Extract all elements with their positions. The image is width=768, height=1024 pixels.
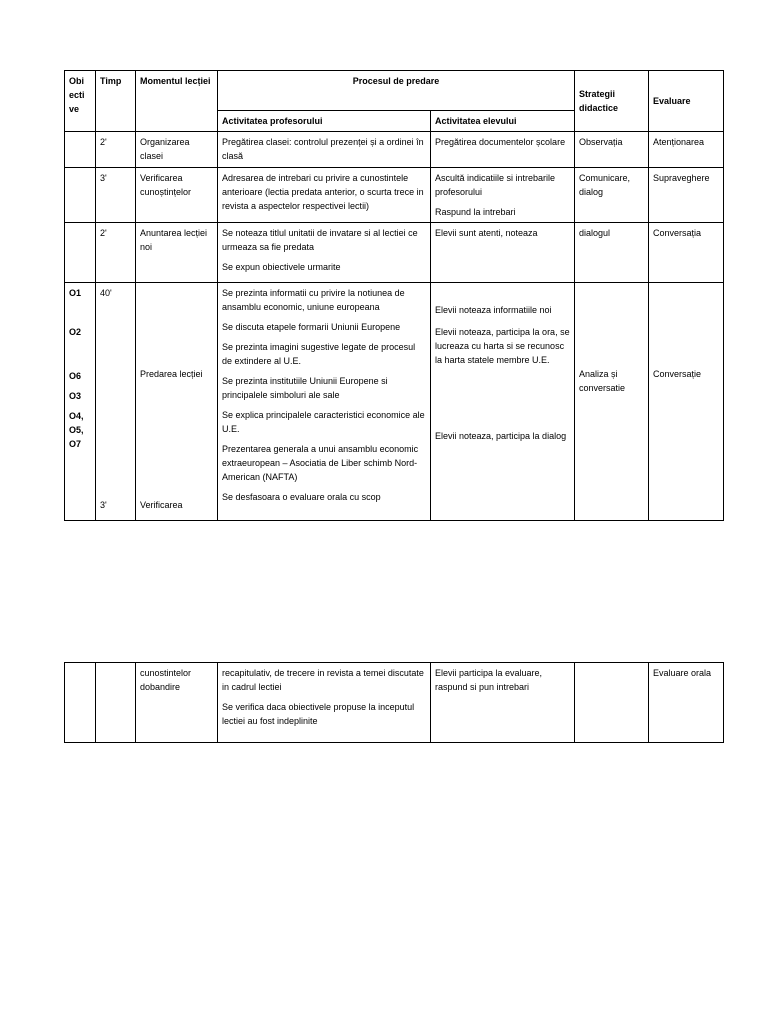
moment-cell: Anuntarea lecției noi [136,223,218,283]
elev-cell [431,132,575,168]
prof-item: Se expun obiectivele urmarite [222,262,341,272]
timp-cell [96,663,136,743]
strategii-cell [575,663,649,743]
evaluare-value: Conversație [653,369,702,379]
evaluare-cell: Supraveghere [649,168,724,223]
moment-cell: cunostintelor dobandire [136,663,218,743]
obiective-cell [65,283,96,521]
elev-item: Elevii noteaza, participa la ora, se lucreaza cu harta si se recunosc la harta statele membre U.E. [435,327,570,365]
header-momentul: Momentul lecției [136,71,218,132]
moment-label: Predarea lecției [140,369,203,379]
strategii-cell: Observația [575,132,649,168]
strategii-cell: Comunicare, dialog [575,168,649,223]
timp-value: 3' [100,500,107,510]
header-activitatea-elevului: Activitatea elevului [431,111,575,132]
elev-item: Elevii noteaza informatiile noi [435,305,552,315]
evaluare-cell: Evaluare orala [649,663,724,743]
prof-item: Se prezinta institutiile Uniunii Europene si principalele simboluri ale sale [222,376,388,400]
obiective-cell [65,168,96,223]
elev-cell [431,283,575,521]
prof-cell [218,663,431,743]
elev-item: Elevii noteaza, participa la dialog [435,431,567,441]
timp-cell: 2' [96,132,136,168]
prof-cell [218,132,431,168]
obiective-cell [65,132,96,168]
table-row [65,223,724,283]
moment-cell: Organizarea clasei [136,132,218,168]
prof-item: Se explica principalele caracteristici economice ale U.E. [222,410,425,434]
timp-cell: 3' [96,168,136,223]
header-procesul: Procesul de predare [218,71,575,111]
prof-cell [218,223,431,283]
lesson-plan-table [64,70,724,521]
strategii-value: Analiza și conversatie [579,369,626,393]
prof-item: Adresarea de intrebari cu privire a cunostintele anterioare (lectia predata anterior, o scurta trece in revista a aspectelor respectivei lectii) [222,173,424,211]
prof-item: Se prezinta imagini sugestive legate de procesul de extindere al U.E. [222,342,416,366]
table-row [65,663,724,743]
elev-item: Ascultă indicatiile si intrebarile profesorului [435,173,556,197]
elev-item: Elevii sunt atenti, noteaza [435,228,538,238]
elev-item: Raspund la intrebari [435,207,516,217]
timp-cell: 2' [96,223,136,283]
header-timp: Timp [96,71,136,132]
elev-cell [431,168,575,223]
moment-cell: Verificarea cunoștințelor [136,168,218,223]
timp-cell [96,283,136,521]
prof-item: Prezentarea generala a unui ansamblu economic extraeuropean – Asociatia de Liber schimb Nord-American (NAFTA) [222,444,419,482]
header-strategii: Strategii didactice [575,71,649,132]
prof-item: Se verifica daca obiectivele propuse la inceputul lectiei au fost indeplinite [222,702,415,726]
strategii-cell: dialogul [575,223,649,283]
table-row [65,283,724,521]
obiectiv-label: O3 [69,391,82,401]
table-row [65,168,724,223]
header-obiective: Obi ecti ve [65,71,96,132]
evaluare-cell: Conversația [649,223,724,283]
obiectiv-label: O2 [69,327,82,337]
table-row [65,132,724,168]
prof-item: Se discuta etapele formarii Uniunii Europene [222,322,401,332]
prof-cell [218,168,431,223]
timp-value: 40' [100,288,112,298]
moment-label: Verificarea [140,500,183,510]
moment-cell [136,283,218,521]
prof-item: Se noteaza titlul unitatii de invatare si al lectiei ce urmeaza sa fie predata [222,228,418,252]
evaluare-cell [649,283,724,521]
prof-item: recapitulativ, de trecere in revista a temei discutate in cadrul lectiei [222,668,424,692]
elev-cell [431,663,575,743]
prof-item: Se prezinta informatii cu privire la notiunea de ansamblu economic, uniune europeana [222,288,405,312]
obiective-cell [65,223,96,283]
obiectiv-label: O6 [69,371,82,381]
elev-cell [431,223,575,283]
obiective-cell [65,663,96,743]
lesson-plan-table-continuation [64,662,724,743]
obiectiv-label: O4, O5, O7 [69,411,84,449]
header-evaluare: Evaluare [649,71,724,132]
strategii-cell [575,283,649,521]
elev-item: Elevii participa la evaluare, raspund si pun intrebari [435,668,543,692]
header-activitatea-profesorului: Activitatea profesorului [218,111,431,132]
prof-item: Pregătirea clasei: controlul prezenței și a ordinei în clasă [222,137,424,161]
obiectiv-label: O1 [69,288,82,298]
evaluare-cell: Atenționarea [649,132,724,168]
prof-item: Se desfasoara o evaluare orala cu scop [222,492,381,502]
elev-item: Pregătirea documentelor școlare [435,137,566,147]
prof-cell [218,283,431,521]
